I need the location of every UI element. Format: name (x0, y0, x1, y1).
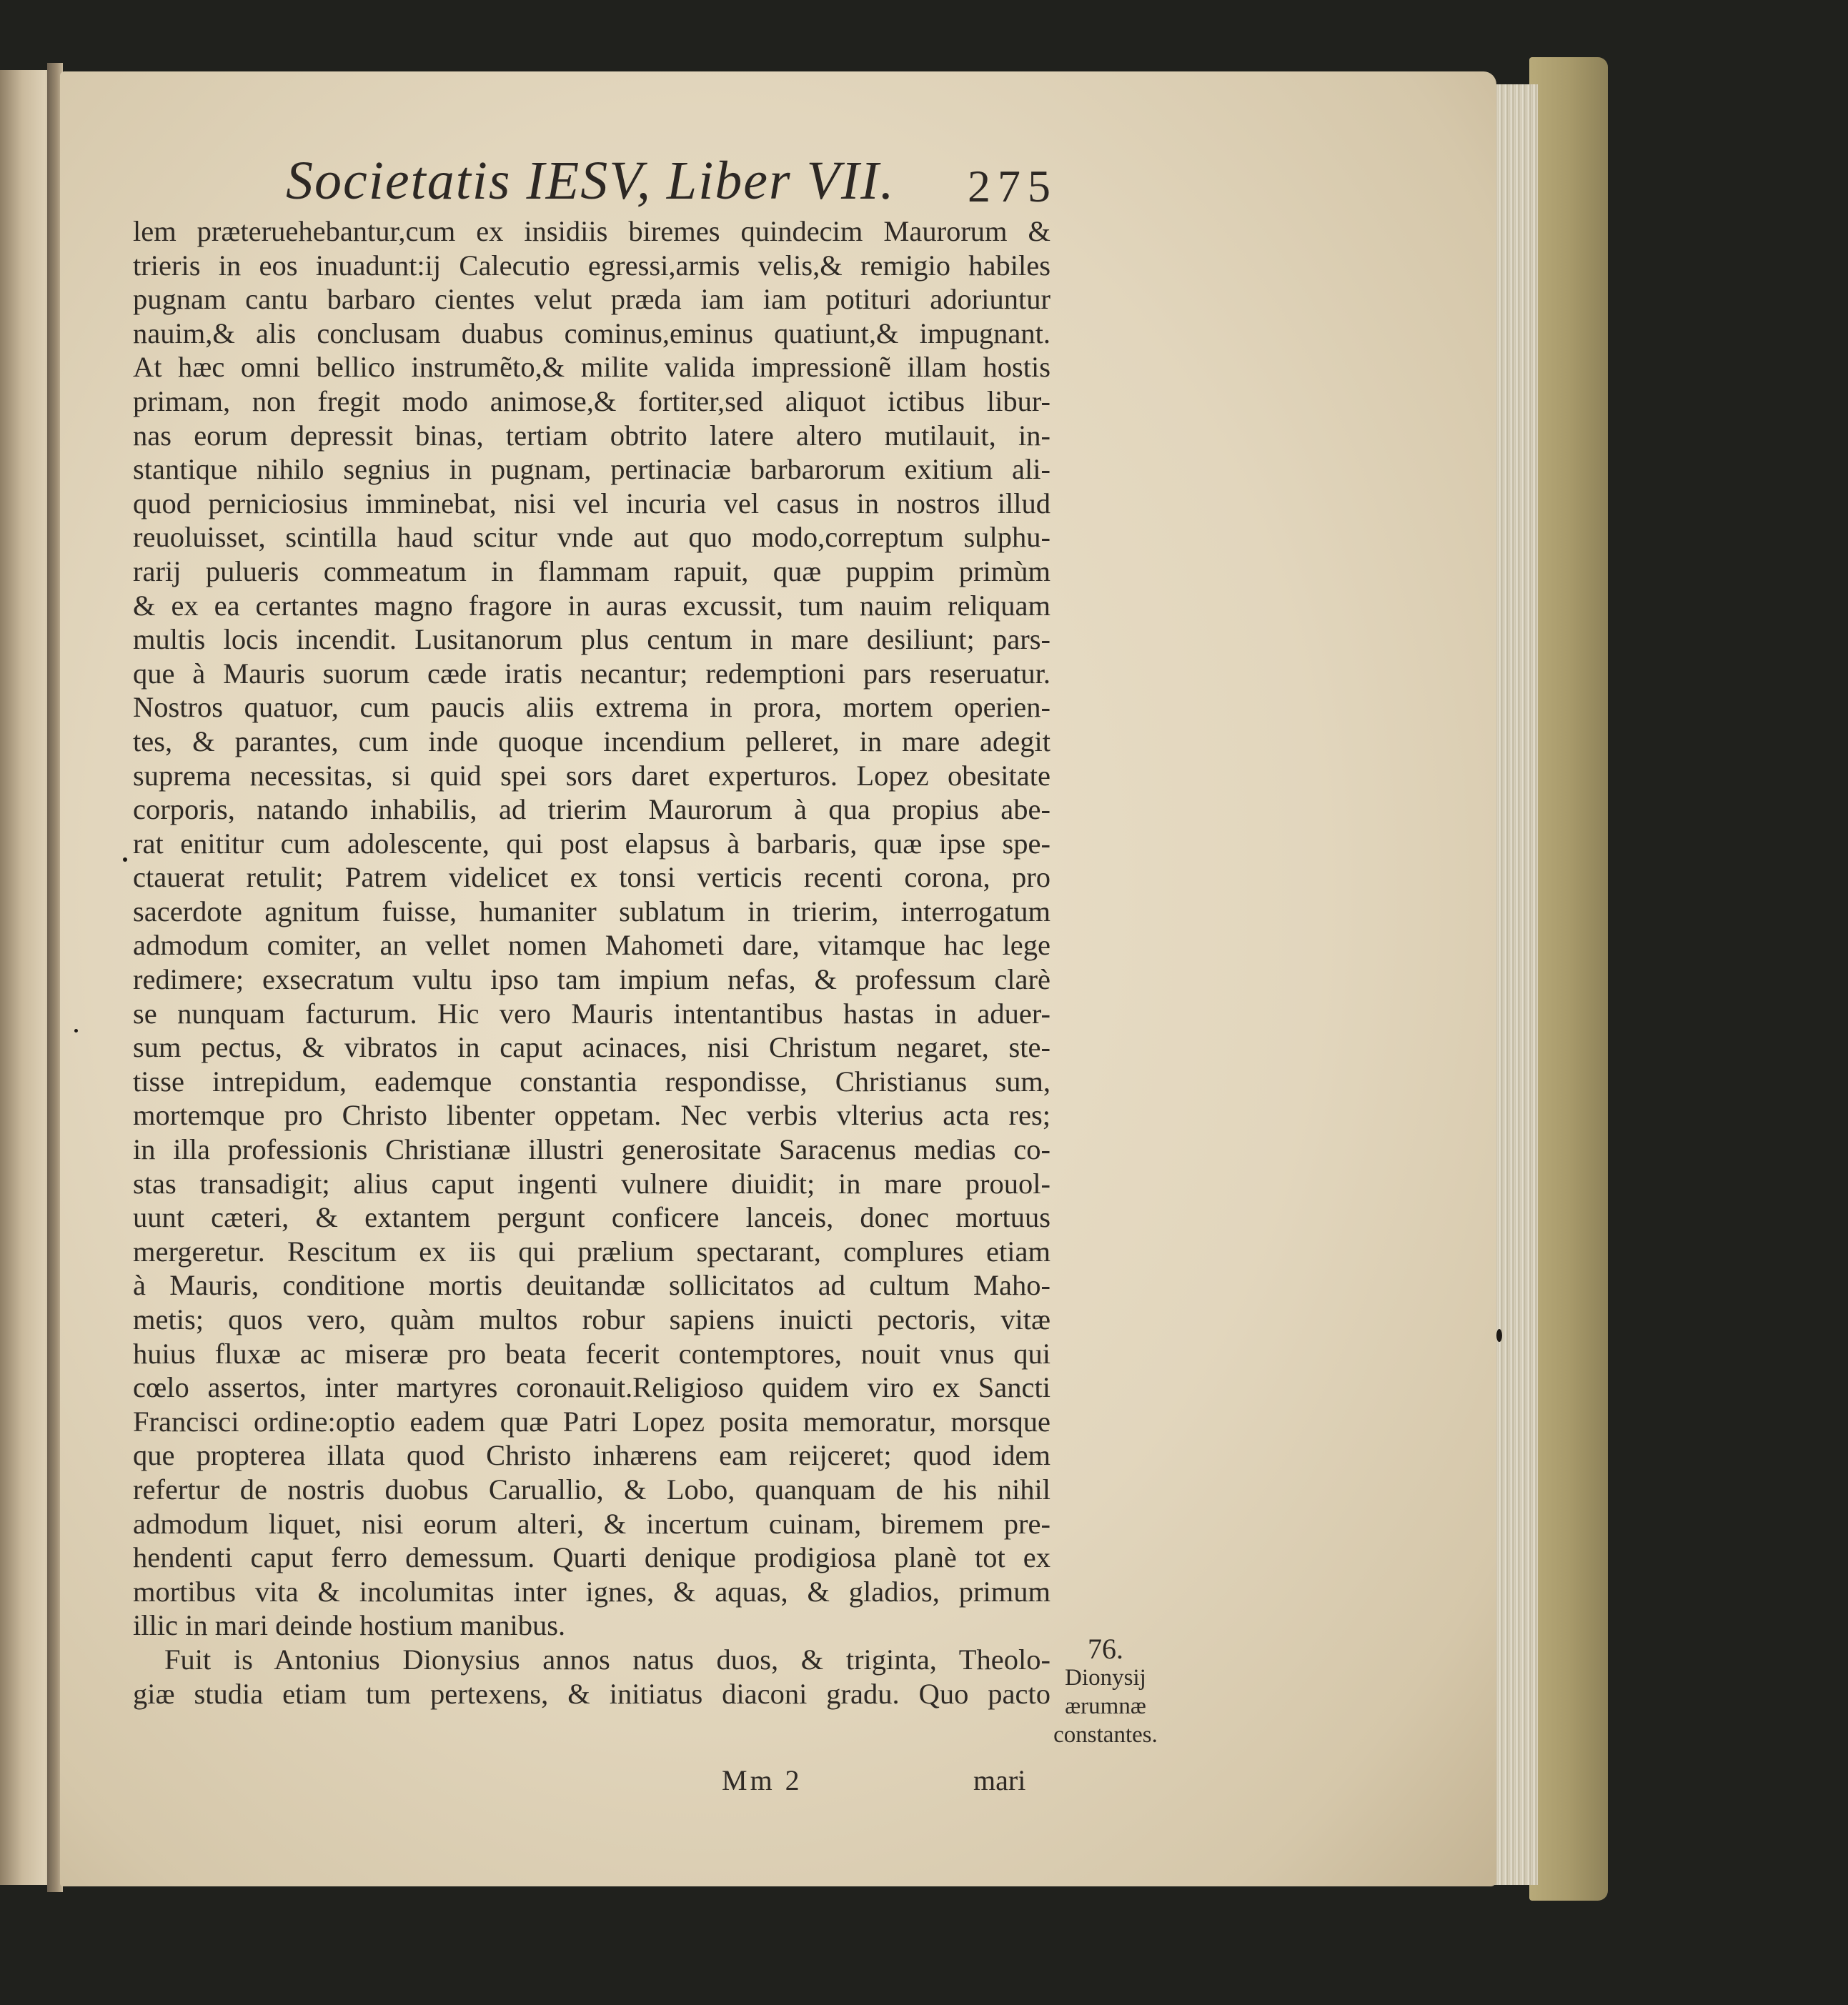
text-line: mortibus vita & incolumitas inter ignes, & aquas, & gladios, primum (133, 1575, 1050, 1608)
text-line: rat enititur cum adolescente, qui post elapsus à barbaris, quæ ipse spe- (133, 827, 1050, 860)
text-line: stantique nihilo segnius in pugnam, pertinaciæ barbarorum exitium ali- (133, 453, 1050, 486)
ink-speck (123, 857, 127, 862)
text-line: in illa professionis Christianæ illustri generositate Saracenus medias co- (133, 1133, 1050, 1166)
text-line: refertur de nostris duobus Caruallio, & Lobo, quanquam de his nihil (133, 1473, 1050, 1506)
ink-speck (74, 1029, 78, 1033)
body-text (133, 214, 1050, 1711)
ink-speck (1496, 1329, 1502, 1342)
text-line: admodum liquet, nisi eorum alteri, & incertum cuinam, biremem pre- (133, 1507, 1050, 1540)
text-line: à Mauris, conditione mortis deuitandæ sollicitatos ad cultum Maho- (133, 1269, 1050, 1302)
text-line: mortemque pro Christo libenter oppetam. Nec verbis vlterius acta res; (133, 1099, 1050, 1132)
marginal-note-line: Dionysij (1065, 1665, 1146, 1691)
marginal-note-number: 76. (1088, 1633, 1123, 1665)
text-line: giæ studia etiam tum pertexens, & initiatus diaconi gradu. Quo pacto (133, 1677, 1050, 1710)
text-line: suprema necessitas, si quid spei sors daret experturos. Lopez obesitate (133, 759, 1050, 792)
text-line: stas transadigit; alius caput ingenti vulnere diuidit; in mare prouol- (133, 1167, 1050, 1200)
catchword: mari (973, 1764, 1026, 1796)
text-line: Nostros quatuor, cum paucis aliis extrema in prora, mortem operien- (133, 691, 1050, 724)
text-line: primam, non fregit modo animose,& fortiter,sed aliquot ictibus libur- (133, 384, 1050, 417)
page-number: 275 (968, 161, 1058, 212)
text-line: nauim,& alis conclusam duabus cominus,eminus quatiunt,& impugnant. (133, 317, 1050, 349)
text-line: mergeretur. Rescitum ex iis qui prælium spectarant, complures etiam (133, 1235, 1050, 1268)
text-line: tisse intrepidum, eademque constantia respondisse, Christianus sum, (133, 1065, 1050, 1098)
text-line: cœlo assertos, inter martyres coronauit.Religioso quidem viro ex Sancti (133, 1371, 1050, 1404)
text-line: se nunquam facturum. Hic vero Mauris intentantibus hastas in aduer- (133, 997, 1050, 1030)
text-line: trieris in eos inuadunt:ij Calecutio egressi,armis velis,& remigio habiles (133, 249, 1050, 282)
text-line: tes, & parantes, cum inde quoque incendium pelleret, in mare adegit (133, 725, 1050, 757)
signature-mark: Mm 2 (722, 1764, 803, 1796)
text-line: metis; quos vero, quàm multos robur sapiens inuicti pectoris, vitæ (133, 1303, 1050, 1335)
paragraph-end-line: illic in mari deinde hostium manibus. (133, 1609, 566, 1642)
text-line: Francisci ordine:optio eadem quæ Patri Lopez posita memoratur, morsque (133, 1405, 1050, 1438)
marginal-note-line: constantes. (1053, 1722, 1158, 1748)
text-line: pugnam cantu barbaro cientes velut præda iam iam potituri adoriuntur (133, 283, 1050, 316)
text-line: huius fluxæ ac miseræ pro beata fecerit contemptores, nouit vnus qui (133, 1337, 1050, 1370)
text-line: que à Mauris suorum cæde iratis necantur; redemptioni pars reseruatur. (133, 657, 1050, 690)
text-line: sacerdote agnitum fuisse, humaniter sublatum in trierim, interrogatum (133, 895, 1050, 927)
text-line: At hæc omni bellico instrumẽto,& milite valida impressionẽ illam hostis (133, 351, 1050, 384)
text-line: uunt cæteri, & extantem pergunt conficere lanceis, donec mortuus (133, 1201, 1050, 1234)
text-line: ctauerat retulit; Patrem videlicet ex tonsi verticis recenti corona, pro (133, 861, 1050, 894)
text-line: que propterea illata quod Christo inhærens eam reijceret; quod idem (133, 1439, 1050, 1472)
page-header (286, 143, 1058, 222)
text-line: redimere; exsecratum vultu ipso tam impium nefas, & professum clarè (133, 963, 1050, 996)
text-line: hendenti caput ferro demessum. Quarti denique prodigiosa planè tot ex (133, 1541, 1050, 1574)
text-line: multis locis incendit. Lusitanorum plus centum in mare desiliunt; pars- (133, 623, 1050, 656)
running-title: Societatis IESV, Liber VII. (286, 151, 895, 211)
text-line: & ex ea certantes magno fragore in auras excussit, tum nauim reliquam (133, 589, 1050, 622)
marginal-note-line: ærumnæ (1065, 1693, 1146, 1719)
paragraph-start-line: Fuit is Antonius Dionysius annos natus duos, & triginta, Theolo- (164, 1643, 1050, 1676)
text-line: reuoluisset, scintilla haud scitur vnde aut quo modo,correptum sulphu- (133, 521, 1050, 554)
text-line: quod perniciosius imminebat, nisi vel incuria vel casus in nostros illud (133, 487, 1050, 519)
text-line: nas eorum depressit binas, tertiam obtrito latere altero mutilauit, in- (133, 419, 1050, 452)
text-line: lem præteruehebantur,cum ex insidiis biremes quindecim Maurorum & (133, 215, 1050, 247)
book-cover-edge (1529, 57, 1608, 1901)
text-line: admodum comiter, an vellet nomen Mahometi dare, vitamque hac lege (133, 929, 1050, 962)
text-line: sum pectus, & vibratos in caput acinaces, nisi Christum negaret, ste- (133, 1031, 1050, 1064)
marginal-note (1045, 1635, 1166, 1749)
text-line: corporis, natando inhabilis, ad trierim Maurorum à qua propius abe- (133, 793, 1050, 826)
text-line: rarij pulueris commeatum in flammam rapuit, quæ puppim primùm (133, 554, 1050, 587)
